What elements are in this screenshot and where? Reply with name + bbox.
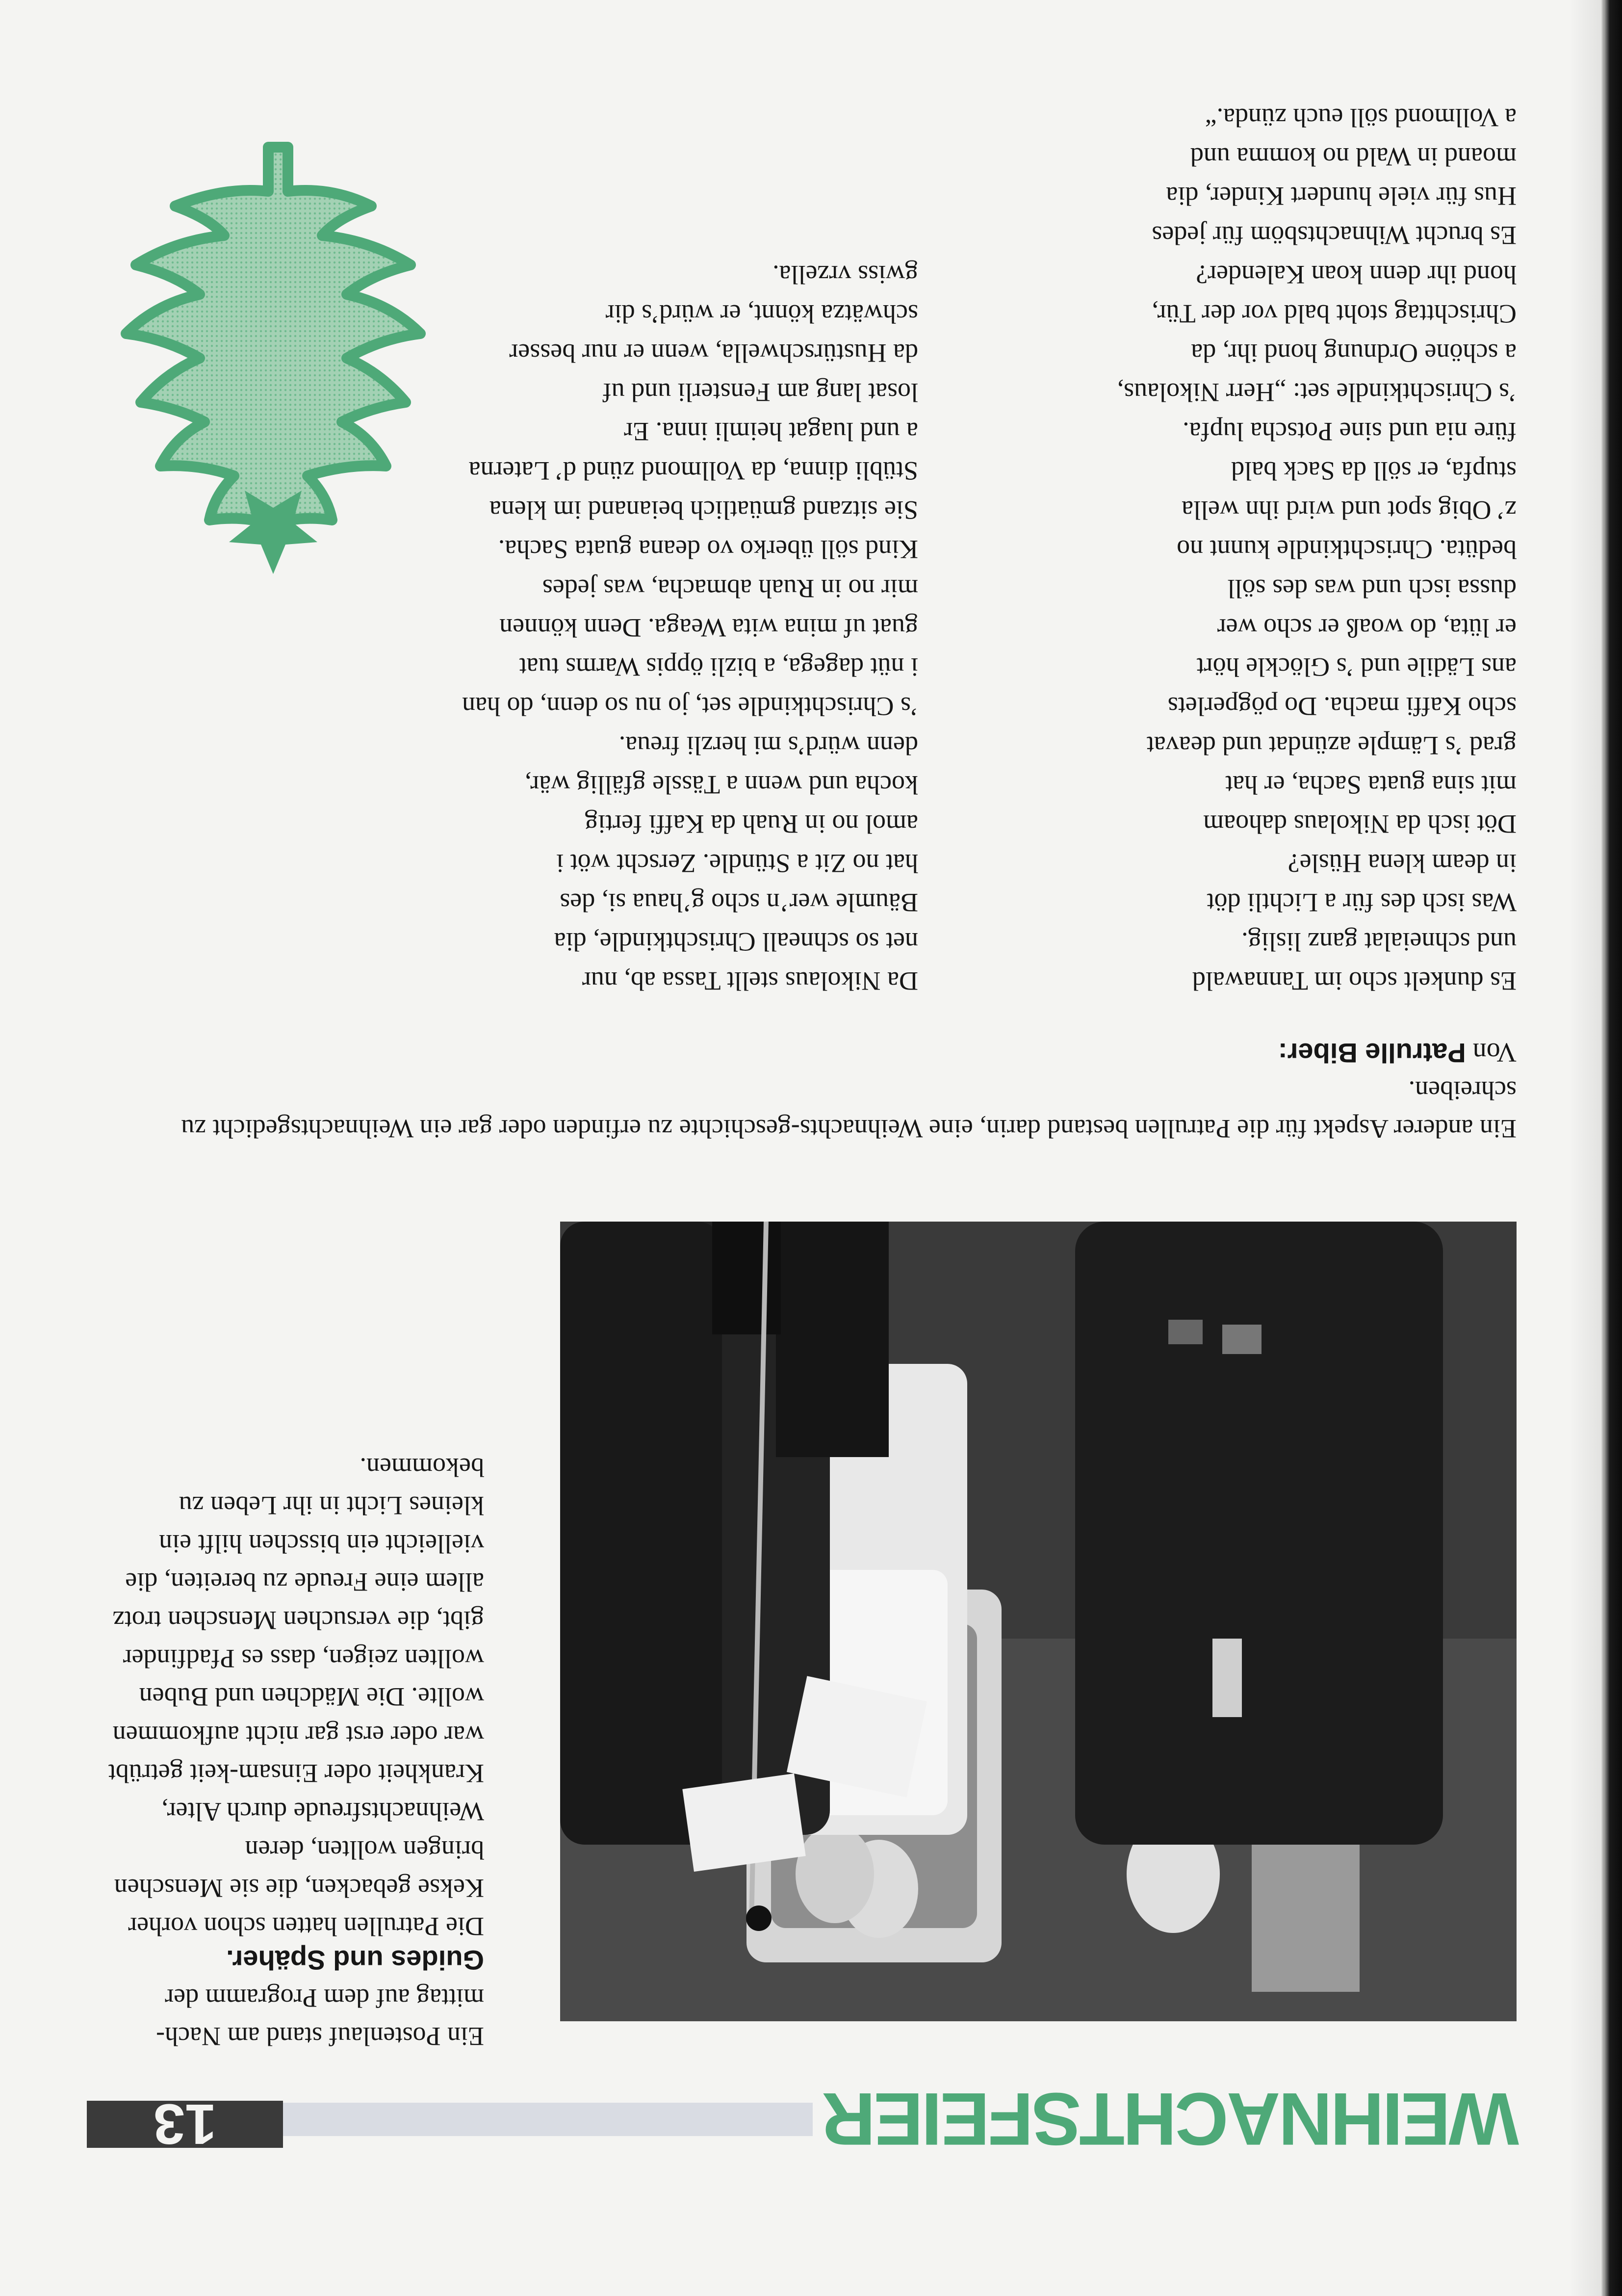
page-number: 13 [153, 2092, 217, 2156]
poem-column-1: Es dunkelt scho im Tannawald und schneialat ganz lislig. Was isch des für a Lichtli döt in deam klena Hüsle? Döt isch da Nikolaus dahoam mit sina guata Sacha, er hat grad ’s Lämple azündat und deavat scho Kaffi macha. Do pögperlets ans Lädile und ’s Glöckle hört er lüta, do woaß er scho wer dussa isch und was des söll bedüta. Chrischtkindle kunnt no z’ Obig spot und wird ihn wella stupfa, er söll da Sack bald füre nia und sine Potscha lupfa. ’s Chrischtkindle set: „Herr Nikolaus, a schöne Ordnung hond ihr, da Chrischttag stoht bald vor der Tür, hond ihr denn koan Kalender? Es brucht Wihnachtsböm für jedes Hus für viele hundert Kinder, dia moand in Wald no komma und a Vollmond söll euch zünda.“ [1117, 103, 1517, 996]
section-title: WEIHNACHTSFEIER [813, 2087, 1519, 2151]
right-column-text: Die Patrullen hatten schon vorher Kekse gebacken, die sie Menschen bringen wollten, deren Weihnachtsfreude durch Alter, Krankheit oder Einsam-keit getrübt war oder erst gar nicht aufkommen wollte. Die Mädchen und Buben wollten zeigen, dass es Pfadfinder gibt, die versuchen Menschen trotz allem eine Freude zu bereiten, die vielleicht ein bisschen hilft ein kleines Licht in ihr Leben zu bekommen. [108, 1453, 484, 1941]
poem-author-name: Patrulle Biber: [1278, 1038, 1466, 1069]
christmas-tree-icon [116, 78, 430, 579]
photo-people-icon [560, 1222, 1517, 2021]
intro-paragraph [106, 1941, 484, 2056]
poem-column-2: Da Nikolaus stellt Tassa ab, nur net so schneall Chrischtkindle, dia Bäumle wer’n scho g’haua si, des hat no Zit a Stündle. Zerscht wöt i amol no in Ruah da Kaffi fertig kocha und wenn a Tässle gfällig wär, denn würd’s mi herzli freua. ’s Chrischtkindle set, jo nu so denn, do han i nüt dagega, a bizli öppis Warms tuat guat uf mina wita Weaga. Denn können mir no in Ruah abmacha, was jedes Kind söll überko vo deana guata Sacha. Sie sitzand gmüatlich beianand im klena Stübli dinna, da Vollmond zünd d’ Laterna a und luagat heimli inna. Er losat lang am Fensterli und uf da Hustürschwella, wenn er nur besser schwätza könnt, er würd’s dir gwiss vrzella. [462, 260, 918, 996]
poem-author-prefix: Von [1472, 1037, 1517, 1068]
intro-text: Ein Postenlauf stand am Nach-mittag auf dem Programm der [156, 1983, 484, 2051]
poem-intro: Ein anderer Aspekt für die Patrullen bestand darin, eine Weihnachts-geschichte zu erfinden oder gar ein Weihnachtsgedicht zu schreiben. [181, 1076, 1517, 1144]
christmas-tree-decoration [116, 78, 430, 579]
poem-author [1278, 1033, 1517, 1072]
group-photo [560, 1222, 1517, 2021]
subheading: Guides und Späher. [226, 1945, 484, 1976]
